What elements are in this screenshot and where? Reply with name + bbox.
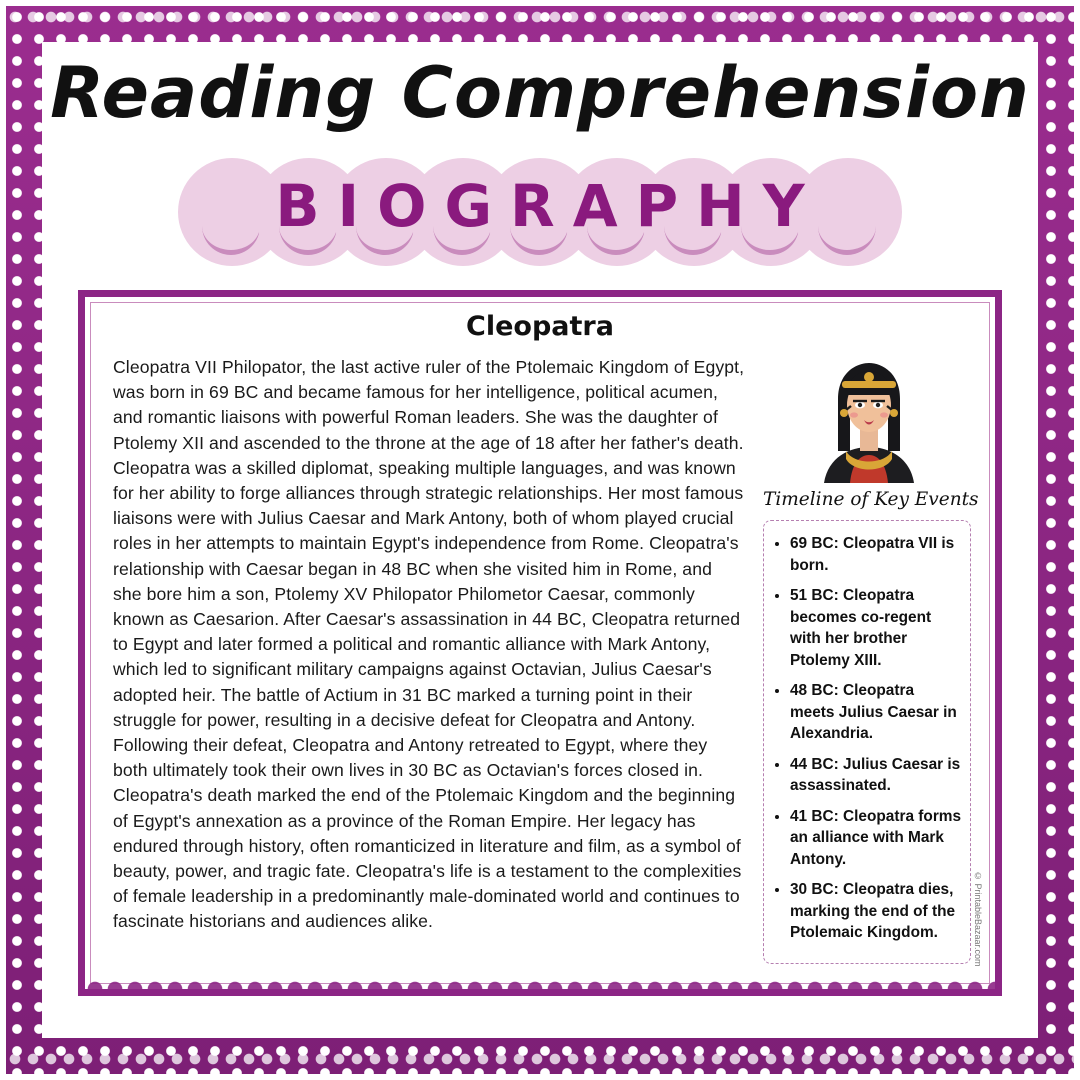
article-title: Cleopatra bbox=[466, 311, 614, 342]
list-item: • 48 BC: Cleopatra meets Julius Caesar in Alexandria. bbox=[790, 680, 962, 745]
list-item: • 44 BC: Julius Caesar is assassinated. bbox=[790, 754, 962, 797]
content-card bbox=[78, 290, 1002, 996]
timeline-title: Timeline of Key Events bbox=[763, 489, 979, 510]
article-body-text: Cleopatra VII Philopator, the last active ruler of the Ptolemaic Kingdom of Egypt, was born in 69 BC and became famous for her intelligence, political acumen, and romantic liaisons with powerful Roman leaders. She was the daughter of Ptolemy XII and ascended to the throne at the age of 18 after her father's death. Cleopatra was a skilled diplomat, speaking multiple languages, and was known for her ability to forge alliances through strategic relationships. Her most famous liaisons were with Julius Caesar and Mark Antony, both of whom played crucial roles in her attempts to maintain Egypt's independence from Rome. Cleopatra's relationship with Caesar began in 48 BC when she visited him in Rome, and she bore him a son, Ptolemy XV Philopator Philometor Caesar, commonly known as Caesarion. After Caesar's assassination in 44 BC, Cleopatra returned to Egypt and later formed a political and romantic alliance with Mark Antony, which led to significant military campaigns against Octavian, Julius Caesar's adopted heir. The battle of Actium in 31 BC marked a turning point in their struggle for power, resulting in a decisive defeat for Cleopatra and Antony. Following their defeat, Cleopatra and Antony retreated to Egypt, where they both ultimately took their own lives in 30 BC as Octavian's forces closed in. Cleopatra's death marked the end of the Ptolemaic Kingdom and the beginning of Egypt's annexation as a province of the Roman Empire. Her legacy has endured through history, often romanticized in literature and film, as a symbol of beauty, power, and tragic fate. Cleopatra's life is a testament to the complexities of female leadership in a predominantly male-dominated world and continues to fascinate historians and audiences alike. bbox=[113, 357, 745, 932]
title-area bbox=[0, 52, 1080, 134]
timeline-box bbox=[763, 520, 971, 964]
list-item: • 30 BC: Cleopatra dies, marking the end of the Ptolemaic Kingdom. bbox=[790, 879, 962, 944]
credit-text: © PrintableBazaar.com bbox=[973, 871, 983, 967]
biography-banner bbox=[178, 158, 902, 270]
list-item: • 41 BC: Cleopatra forms an alliance with Mark Antony. bbox=[790, 806, 962, 871]
border-scallop-top bbox=[6, 8, 1074, 26]
timeline-list bbox=[770, 533, 962, 944]
banner-label: BIOGRAPHY bbox=[275, 172, 823, 240]
card-bottom-scallop bbox=[85, 973, 995, 989]
list-item: • 51 BC: Cleopatra becomes co-regent with her brother Ptolemy XIII. bbox=[790, 585, 962, 671]
page-title: Reading Comprehension bbox=[50, 52, 1030, 134]
cleopatra-portrait-icon bbox=[806, 355, 932, 483]
list-item: • 69 BC: Cleopatra VII is born. bbox=[790, 533, 962, 576]
border-scallop-bottom bbox=[6, 1050, 1074, 1068]
